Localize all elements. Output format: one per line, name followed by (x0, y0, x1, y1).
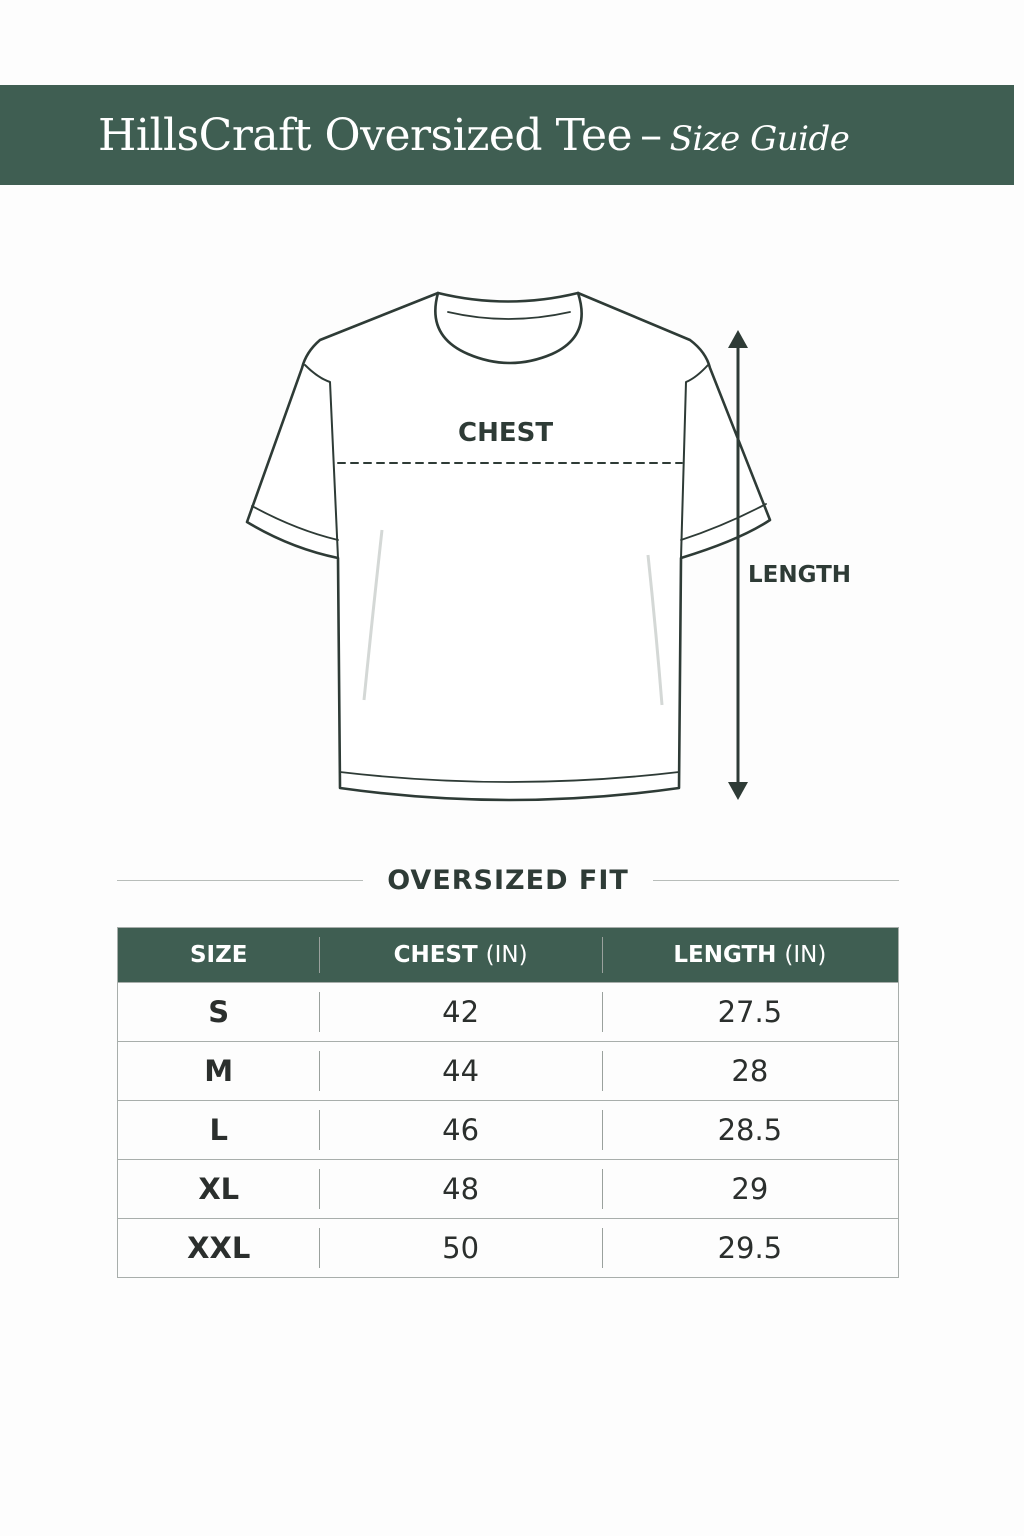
size-cell: XXL (118, 1219, 320, 1278)
chest-cell: 42 (319, 983, 601, 1042)
column-header-chest (319, 928, 601, 983)
table-row (118, 1219, 899, 1278)
brand-title: HillsCraft Oversized Tee (98, 109, 633, 161)
table-row (118, 1160, 899, 1219)
divider-right (653, 880, 899, 881)
table-row (118, 983, 899, 1042)
column-header-label: CHEST (393, 942, 478, 968)
column-header-unit: (IN) (784, 942, 827, 968)
table-header-row (118, 928, 899, 983)
chest-cell: 48 (319, 1160, 601, 1219)
divider-left (117, 880, 363, 881)
length-arrow-icon (728, 330, 748, 800)
table-row (118, 1101, 899, 1160)
size-cell: L (118, 1101, 320, 1160)
title-dash: – (640, 109, 662, 161)
length-cell: 28.5 (602, 1101, 899, 1160)
column-header-unit: (IN) (485, 942, 528, 968)
size-cell: XL (118, 1160, 320, 1219)
column-header-label: LENGTH (673, 942, 777, 968)
fit-heading (117, 858, 899, 902)
chest-label: CHEST (458, 418, 554, 448)
table-row (118, 1042, 899, 1101)
chest-cell: 50 (319, 1219, 601, 1278)
length-label: LENGTH (748, 562, 852, 588)
column-header-size (118, 928, 320, 983)
fit-title: OVERSIZED FIT (387, 864, 629, 896)
page-subtitle: Size Guide (669, 118, 850, 159)
length-cell: 27.5 (602, 983, 899, 1042)
length-cell: 29.5 (602, 1219, 899, 1278)
chest-cell: 44 (319, 1042, 601, 1101)
chest-cell: 46 (319, 1101, 601, 1160)
length-cell: 29 (602, 1160, 899, 1219)
column-header-label: SIZE (189, 942, 248, 968)
size-cell: M (118, 1042, 320, 1101)
length-cell: 28 (602, 1042, 899, 1101)
size-table (117, 927, 899, 1278)
column-header-length (602, 928, 899, 983)
size-cell: S (118, 983, 320, 1042)
